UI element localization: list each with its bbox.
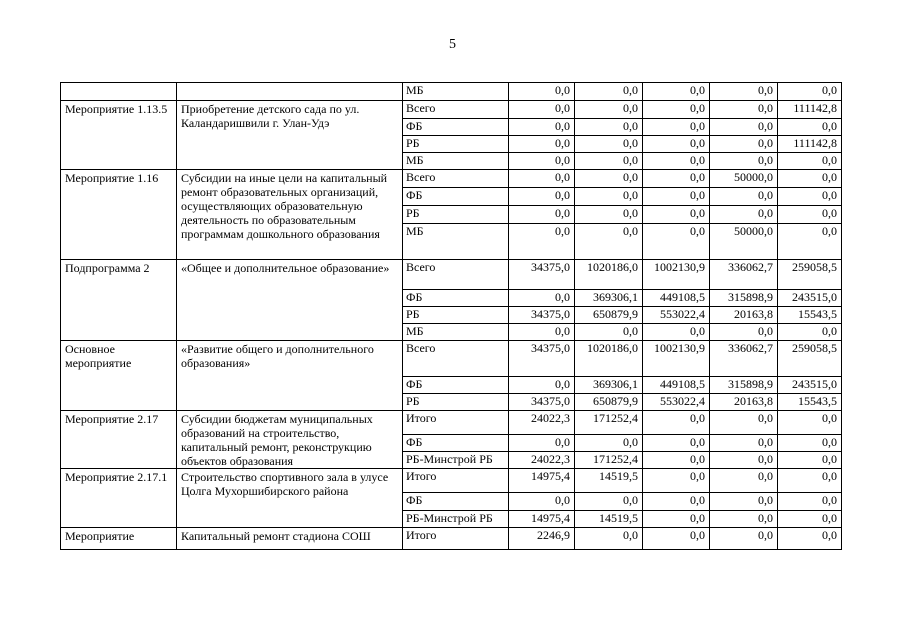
amount-cell: 0,0 (509, 188, 575, 206)
amount-cell: 0,0 (778, 452, 842, 469)
page-number: 5 (449, 37, 456, 52)
amount-cell: 336062,7 (710, 260, 778, 290)
amount-cell: 0,0 (778, 324, 842, 341)
amount-cell: 243515,0 (778, 377, 842, 394)
funding-source: МБ (403, 224, 509, 260)
amount-cell: 0,0 (509, 83, 575, 101)
table-row (61, 260, 842, 290)
amount-cell: 15543,5 (778, 307, 842, 324)
amount-cell: 50000,0 (710, 224, 778, 260)
amount-cell: 0,0 (575, 435, 643, 452)
item-code: Мероприятие 1.13.5 (61, 101, 177, 170)
amount-cell: 0,0 (710, 469, 778, 493)
amount-cell: 0,0 (710, 511, 778, 528)
funding-source: МБ (403, 324, 509, 341)
amount-cell: 0,0 (710, 188, 778, 206)
funding-source: Всего (403, 260, 509, 290)
amount-cell: 0,0 (575, 83, 643, 101)
funding-source: Итого (403, 411, 509, 435)
item-code: Мероприятие (61, 528, 177, 550)
funding-source: МБ (403, 83, 509, 101)
item-code: Основное мероприятие (61, 341, 177, 411)
amount-cell: 50000,0 (710, 170, 778, 188)
amount-cell: 0,0 (643, 411, 710, 435)
amount-cell: 0,0 (710, 153, 778, 170)
amount-cell: 0,0 (575, 324, 643, 341)
amount-cell: 24022,3 (509, 452, 575, 469)
amount-cell: 0,0 (643, 452, 710, 469)
amount-cell: 14519,5 (575, 469, 643, 493)
amount-cell: 0,0 (710, 528, 778, 550)
amount-cell: 20163,8 (710, 307, 778, 324)
amount-cell: 0,0 (509, 153, 575, 170)
amount-cell: 0,0 (778, 528, 842, 550)
funding-source: Всего (403, 170, 509, 188)
funding-source: РБ (403, 307, 509, 324)
amount-cell: 0,0 (509, 224, 575, 260)
amount-cell: 14519,5 (575, 511, 643, 528)
amount-cell: 0,0 (778, 188, 842, 206)
amount-cell: 369306,1 (575, 290, 643, 307)
funding-source: ФБ (403, 290, 509, 307)
table-row (61, 411, 842, 435)
amount-cell: 0,0 (710, 493, 778, 511)
amount-cell: 2246,9 (509, 528, 575, 550)
item-description: Капитальный ремонт стадиона СОШ (177, 528, 403, 550)
item-code: Мероприятие 2.17.1 (61, 469, 177, 528)
table-row (61, 170, 842, 188)
table-row (61, 528, 842, 550)
amount-cell: 171252,4 (575, 411, 643, 435)
amount-cell: 315898,9 (710, 290, 778, 307)
item-description: Субсидии на иные цели на капитальный ремонт образовательных организаций, осуществляющих образовательную деятельность по образовательным программам дошкольного образования (177, 170, 403, 260)
amount-cell: 0,0 (710, 83, 778, 101)
amount-cell: 0,0 (710, 435, 778, 452)
amount-cell: 0,0 (575, 224, 643, 260)
amount-cell: 0,0 (778, 435, 842, 452)
amount-cell: 0,0 (509, 101, 575, 119)
funding-source: ФБ (403, 119, 509, 136)
amount-cell: 0,0 (778, 511, 842, 528)
amount-cell: 315898,9 (710, 377, 778, 394)
amount-cell: 0,0 (643, 170, 710, 188)
amount-cell: 0,0 (778, 206, 842, 224)
funding-source: ФБ (403, 377, 509, 394)
funding-source: РБ (403, 136, 509, 153)
amount-cell: 0,0 (575, 153, 643, 170)
amount-cell: 14975,4 (509, 511, 575, 528)
amount-cell: 0,0 (778, 411, 842, 435)
amount-cell: 34375,0 (509, 341, 575, 377)
amount-cell: 0,0 (710, 119, 778, 136)
amount-cell: 0,0 (509, 493, 575, 511)
amount-cell: 1020186,0 (575, 341, 643, 377)
amount-cell: 0,0 (778, 469, 842, 493)
funding-source: ФБ (403, 435, 509, 452)
item-description: Строительство спортивного зала в улусе Цолга Мухоршибирского района (177, 469, 403, 528)
amount-cell: 34375,0 (509, 394, 575, 411)
amount-cell: 0,0 (509, 377, 575, 394)
amount-cell: 0,0 (643, 101, 710, 119)
amount-cell: 0,0 (710, 452, 778, 469)
amount-cell: 14975,4 (509, 469, 575, 493)
table-row (61, 101, 842, 119)
amount-cell: 34375,0 (509, 260, 575, 290)
amount-cell: 0,0 (575, 119, 643, 136)
amount-cell: 20163,8 (710, 394, 778, 411)
amount-cell: 0,0 (575, 493, 643, 511)
funding-source: ФБ (403, 188, 509, 206)
amount-cell: 0,0 (643, 224, 710, 260)
amount-cell: 0,0 (643, 206, 710, 224)
amount-cell: 0,0 (509, 119, 575, 136)
table-row (61, 469, 842, 493)
funding-source: Итого (403, 469, 509, 493)
amount-cell: 0,0 (778, 493, 842, 511)
amount-cell: 0,0 (710, 206, 778, 224)
funding-source: Всего (403, 341, 509, 377)
amount-cell: 0,0 (575, 206, 643, 224)
amount-cell: 553022,4 (643, 394, 710, 411)
item-code: Мероприятие 2.17 (61, 411, 177, 469)
amount-cell: 0,0 (575, 136, 643, 153)
amount-cell: 111142,8 (778, 136, 842, 153)
amount-cell: 0,0 (643, 324, 710, 341)
amount-cell: 0,0 (509, 435, 575, 452)
item-description: Приобретение детского сада по ул. Каландаришвили г. Улан-Удэ (177, 101, 403, 170)
amount-cell: 0,0 (643, 83, 710, 101)
amount-cell: 171252,4 (575, 452, 643, 469)
amount-cell: 0,0 (575, 528, 643, 550)
amount-cell: 0,0 (778, 83, 842, 101)
amount-cell: 650879,9 (575, 394, 643, 411)
amount-cell: 0,0 (643, 493, 710, 511)
amount-cell: 0,0 (710, 411, 778, 435)
amount-cell: 24022,3 (509, 411, 575, 435)
amount-cell: 111142,8 (778, 101, 842, 119)
amount-cell: 0,0 (643, 469, 710, 493)
amount-cell: 0,0 (778, 224, 842, 260)
item-code: Мероприятие 1.16 (61, 170, 177, 260)
amount-cell: 243515,0 (778, 290, 842, 307)
amount-cell: 0,0 (643, 188, 710, 206)
amount-cell: 259058,5 (778, 341, 842, 377)
amount-cell: 449108,5 (643, 377, 710, 394)
amount-cell: 0,0 (575, 170, 643, 188)
amount-cell: 0,0 (509, 206, 575, 224)
amount-cell: 0,0 (778, 170, 842, 188)
amount-cell: 650879,9 (575, 307, 643, 324)
item-description (177, 83, 403, 101)
funding-source: РБ (403, 206, 509, 224)
amount-cell: 449108,5 (643, 290, 710, 307)
amount-cell: 1002130,9 (643, 341, 710, 377)
amount-cell: 0,0 (643, 435, 710, 452)
amount-cell: 15543,5 (778, 394, 842, 411)
amount-cell: 336062,7 (710, 341, 778, 377)
funding-source: МБ (403, 153, 509, 170)
amount-cell: 259058,5 (778, 260, 842, 290)
amount-cell: 1002130,9 (643, 260, 710, 290)
amount-cell: 0,0 (509, 324, 575, 341)
amount-cell: 0,0 (643, 528, 710, 550)
amount-cell: 0,0 (575, 188, 643, 206)
amount-cell: 553022,4 (643, 307, 710, 324)
funding-source: РБ (403, 394, 509, 411)
amount-cell: 0,0 (710, 324, 778, 341)
amount-cell: 369306,1 (575, 377, 643, 394)
amount-cell: 0,0 (643, 119, 710, 136)
amount-cell: 0,0 (509, 170, 575, 188)
amount-cell: 0,0 (643, 136, 710, 153)
item-code: Подпрограмма 2 (61, 260, 177, 341)
amount-cell: 0,0 (575, 101, 643, 119)
table-row (61, 83, 842, 101)
item-code (61, 83, 177, 101)
funding-source: ФБ (403, 493, 509, 511)
amount-cell: 0,0 (778, 119, 842, 136)
funding-source: Всего (403, 101, 509, 119)
funding-source: Итого (403, 528, 509, 550)
item-description: Субсидии бюджетам муниципальных образований на строительство, капитальный ремонт, реконструкцию объектов образования (177, 411, 403, 469)
amount-cell: 0,0 (509, 136, 575, 153)
amount-cell: 1020186,0 (575, 260, 643, 290)
amount-cell: 0,0 (778, 153, 842, 170)
amount-cell: 0,0 (509, 290, 575, 307)
amount-cell: 34375,0 (509, 307, 575, 324)
table-row (61, 341, 842, 377)
amount-cell: 0,0 (643, 511, 710, 528)
funding-source: РБ-Минстрой РБ (403, 511, 509, 528)
amount-cell: 0,0 (643, 153, 710, 170)
amount-cell: 0,0 (710, 101, 778, 119)
amount-cell: 0,0 (710, 136, 778, 153)
item-description: «Общее и дополнительное образование» (177, 260, 403, 341)
budget-table (60, 82, 842, 550)
item-description: «Развитие общего и дополнительного образования» (177, 341, 403, 411)
funding-source: РБ-Минстрой РБ (403, 452, 509, 469)
